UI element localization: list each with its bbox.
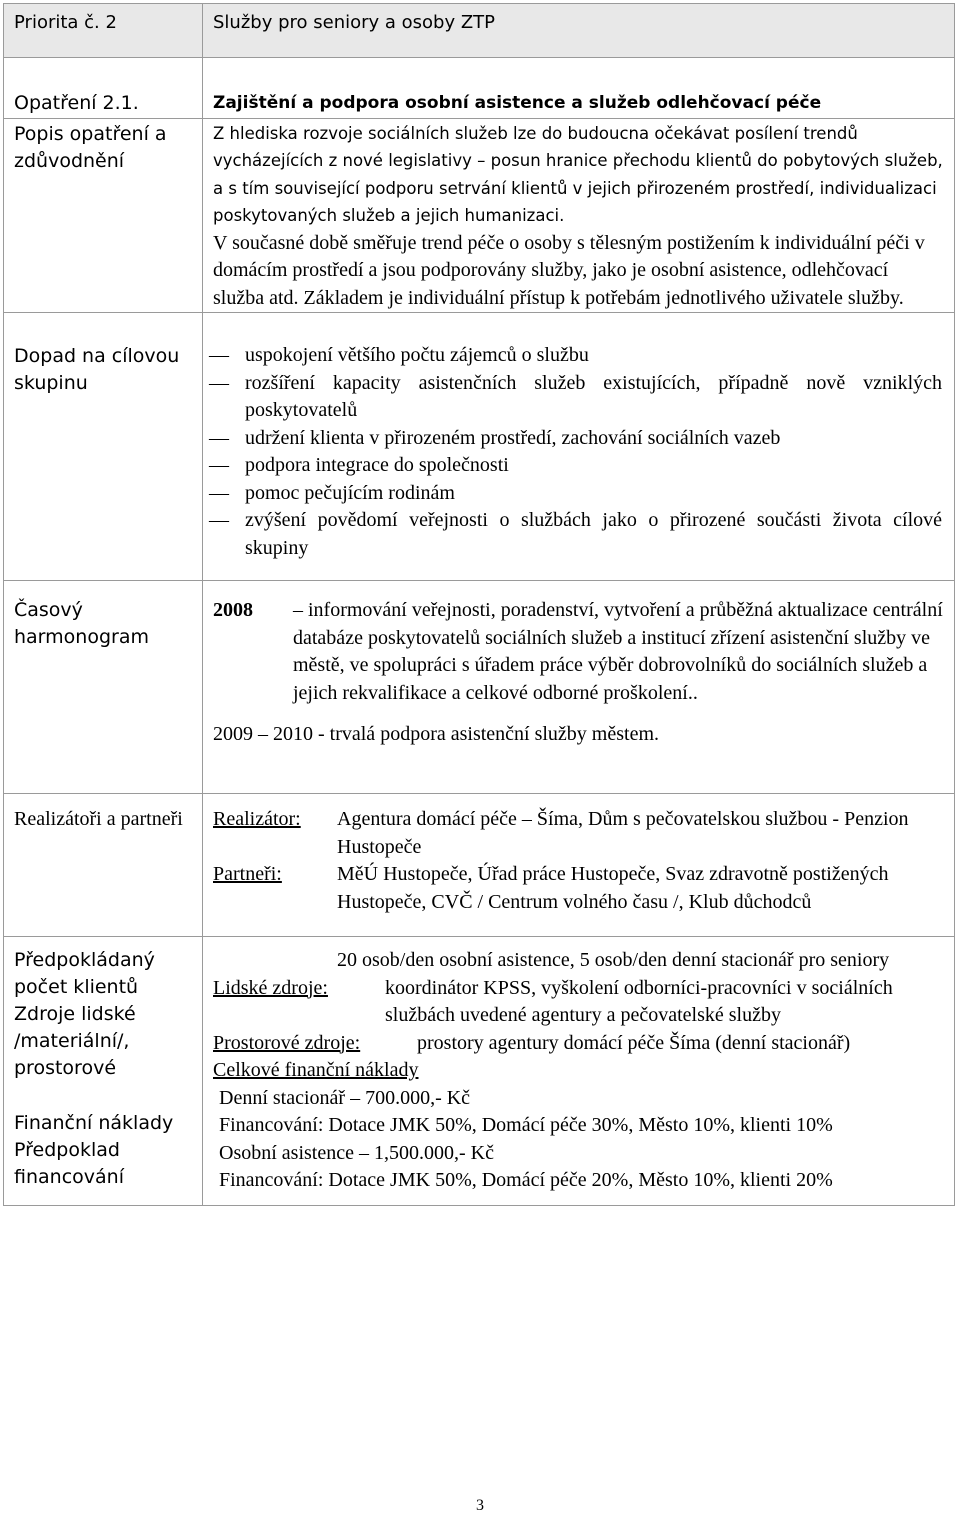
measure-label: Opatření 2.1. [14, 92, 139, 114]
measure-title-cell [203, 58, 955, 119]
label-clients: Předpokládaný počet klientů [14, 949, 155, 998]
list-item: — pomoc pečujícím rodinám [209, 481, 455, 504]
label-costs: Finanční náklady [14, 1112, 174, 1134]
day-center-cost: Denní stacionář – 700.000,- Kč [219, 1086, 471, 1109]
description-paragraph-1: Z hlediska rozvoje sociálních služeb lze do budoucna očekávat posílení trendů vycházejících z nové legislativy – posun hranice přechodu klientů do pobytových služeb, a s tím související podporu setrvání klientů v jejich přirozeném prostředí, individualizaci poskytovaných služeb a jejich humanizaci. [213, 123, 943, 225]
priority-value-cell [203, 4, 955, 58]
space-resources-row: Prostorové zdroje: prostory agentury domácí péče Šíma (denní stacionář) [213, 1031, 851, 1054]
description-paragraph-2: V současné době směřuje trend péče o osoby s tělesným postižením k individuální péči v domácím prostředí a jsou podporovány služby, jako je osobní asistence, odlehčovací služba atd. Základem je individuální přístup k potřebám jednotlivého uživatele služby. [213, 231, 925, 309]
timeline-cell [203, 581, 955, 794]
assistance-cost: Osobní asistence – 1,500.000,- Kč [219, 1141, 494, 1164]
priority-label: Priorita č. 2 [14, 12, 117, 33]
measure-label-cell [4, 58, 203, 119]
priority-value: Služby pro seniory a osoby ZTP [213, 12, 496, 33]
timeline-entry-2008: 2008 – informování veřejnosti, poradenství, vytvoření a průběžná aktualizace centrální databáze poskytovatelů sociálních služeb a institucí zřízení asistenční služby ve městě, ve spolupráci s úřadem práce výběr dobrovolníků do sociálních služeb a jejich rekvalifikace a celkové odborné proškolení.. [213, 599, 943, 704]
list-item: — udržení klienta v přirozeném prostředí, zachování sociálních vazeb [209, 426, 781, 449]
description-label-cell [4, 118, 203, 313]
resources-label-cell [4, 937, 203, 1206]
assistance-funding: Financování: Dotace JMK 50%, Domácí péče 20%, Město 10%, klienti 20% [219, 1169, 833, 1191]
implementers-cell [203, 794, 955, 937]
human-resources-row: Lidské zdroje: koordinátor KPSS, vyškolení odborníci-pracovníci v sociálních službách uvedené agentury a pečovatelské služby [213, 976, 893, 1026]
priority-label-cell [4, 4, 203, 58]
page-number: 3 [476, 1497, 484, 1514]
impact-label: Dopad na cílovou skupinu [14, 345, 180, 394]
list-item: — podpora integrace do společnosti [209, 454, 509, 476]
timeline-label: Časový harmonogram [14, 599, 149, 648]
list-item: — uspokojení většího počtu zájemců o službu [209, 344, 589, 366]
resources-cell [203, 937, 955, 1206]
clients-text: 20 osob/den osobní asistence, 5 osob/den denní stacionář pro seniory [337, 949, 890, 971]
impact-label-cell [4, 313, 203, 581]
timeline-label-cell [4, 581, 203, 794]
list-item: — rozšíření kapacity asistenčních služeb existujících, případně nově vzniklých poskytovatelů [209, 371, 942, 421]
implementers-label-cell [4, 794, 203, 937]
list-item: — zvýšení povědomí veřejnosti o službách jako o přirozené součásti života cílové skupiny [209, 509, 942, 559]
costs-heading: Celkové finanční náklady [213, 1059, 419, 1081]
day-center-funding: Financování: Dotace JMK 50%, Domácí péče 30%, Město 10%, klienti 10% [219, 1114, 833, 1136]
timeline-entry-2009: 2009 – 2010 - trvalá podpora asistenční služby městem. [213, 723, 660, 745]
label-funding: Předpoklad financování [14, 1139, 124, 1188]
partners-row: Partneři: MěÚ Hustopeče, Úřad práce Hustopeče, Svaz zdravotně postižených Hustopeče, CVČ / Centrum volného času /, Klub důchodců [213, 863, 889, 913]
implementers-label: Realizátoři a partneři [14, 808, 183, 830]
realizer-row: Realizátor: Agentura domácí péče – Šíma, Dům s pečovatelskou službou - Penzion Hustopeče [213, 808, 909, 858]
description-cell [203, 118, 955, 313]
measure-title: Zajištění a podpora osobní asistence a služeb odlehčovací péče [213, 93, 822, 113]
description-label: Popis opatření a zdůvodnění [14, 122, 167, 172]
label-sources: Zdroje lidské /materiální/, prostorové [14, 1003, 136, 1079]
impact-list [209, 342, 942, 562]
impact-cell [203, 313, 955, 581]
